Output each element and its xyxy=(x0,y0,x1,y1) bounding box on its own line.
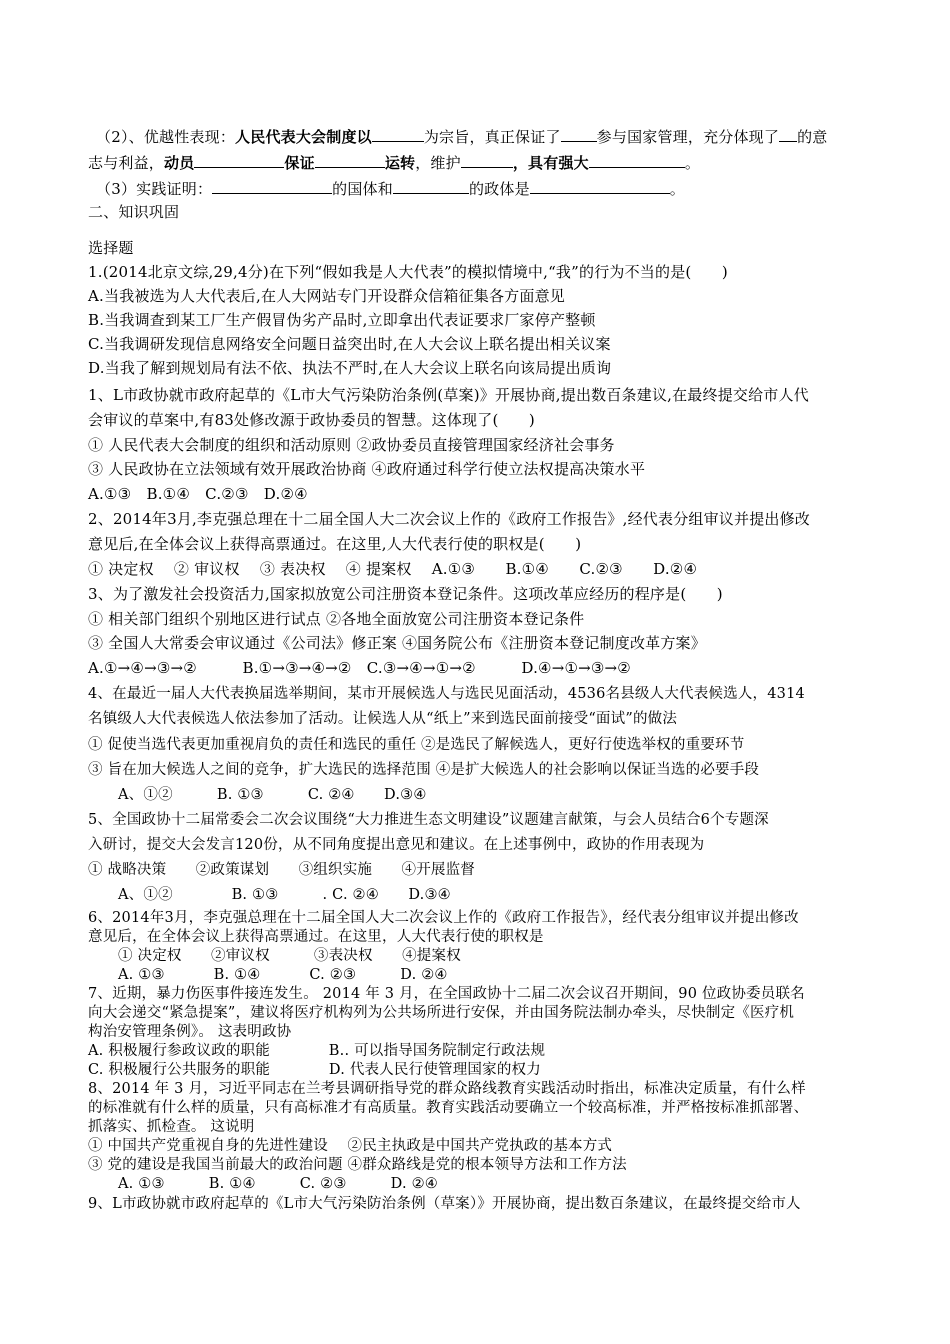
question-line: A.①→④→③→② B.①→③→④→② C.③→④→①→② D.④→①→③→② xyxy=(88,659,631,677)
question-line: 名镇级人大代表候选人依法参加了活动。让候选人从“纸上”来到选民面前接受“面试”的做法 xyxy=(88,711,678,727)
question-line: 9、L市政协就市政府起草的《L市大气污染防治条例（草案）》开展协商，提出数百条建议，在最终提交给市人 xyxy=(88,1196,801,1212)
question-line: A.①③ B.①④ C.②③ D.②④ xyxy=(88,485,308,503)
question-line: 1、L市政协就市政府起草的《L市大气污染防治条例(草案)》开展协商,提出数百条建议,在最终提交给市人代 xyxy=(88,386,809,404)
question-line: A. 积极履行参政议政的职能 B.. 可以指导国务院制定行政法规 xyxy=(88,1043,546,1059)
blank xyxy=(530,178,670,194)
question-line: A、①② B. ①③ . C. ②④ D.③④ xyxy=(118,887,451,903)
blank xyxy=(393,178,469,194)
blank xyxy=(212,178,332,194)
question-line: 4、在最近一届人大代表换届选举期间，某市开展候选人与选民见面活动，4536名县级人大代表候选人，4314 xyxy=(88,686,805,702)
blank xyxy=(315,152,385,168)
item-3-line: （3）实践证明： 的国体和 的政体是 。 xyxy=(96,180,685,198)
question-line: ① 相关部门组织个别地区进行试点 ②各地全面放宽公司注册资本登记条件 xyxy=(88,610,585,628)
question-line: 抓落实、抓检查。 这说明 xyxy=(88,1119,255,1135)
question-line: C. 积极履行公共服务的职能 D. 代表人民行使管理国家的权力 xyxy=(88,1062,541,1078)
question-line: ① 决定权 ②审议权 ③表决权 ④提案权 xyxy=(118,948,461,964)
question-line: 向大会递交“紧急提案”，建议将医疗机构列为公共场所进行安保，并由国务院法制办牵头，尽快制定《医疗机 xyxy=(88,1005,795,1021)
question-line: A.当我被选为人大代表后,在人大网站专门开设群众信箱征集各方面意见 xyxy=(88,287,565,305)
item-2-line-2: 志与利益，动员 保证 运转，维护 ，具有强大 。 xyxy=(88,154,701,172)
question-line: ① 战略决策 ②政策谋划 ③组织实施 ④开展监督 xyxy=(88,862,476,878)
section-heading: 二、知识巩固 xyxy=(88,203,180,221)
question-line: 5、全国政协十二届常委会二次会议围绕“大力推进生态文明建设”议题建言献策，与会人员结合6个专题深 xyxy=(88,812,769,828)
question-line: 6、2014年3月，李克强总理在十二届全国人大二次会议上作的《政府工作报告》，经代表分组审议并提出修改 xyxy=(88,910,799,926)
question-line: B.当我调查到某工厂生产假冒伪劣产品时,立即拿出代表证要求厂家停产整顿 xyxy=(88,311,596,329)
question-line: 2、2014年3月,李克强总理在十二届全国人大二次会议上作的《政府工作报告》,经代表分组审议并提出修改 xyxy=(88,510,811,528)
question-line: 7、近期，暴力伤医事件接连发生。 2014 年 3 月，在全国政协十二届二次会议召开期间，90 位政协委员联名 xyxy=(88,986,805,1002)
question-line: 入研讨，提交大会发言120份，从不同角度提出意见和建议。在上述事例中，政协的作用表现为 xyxy=(88,837,705,853)
question-line: D.当我了解到规划局有法不依、执法不严时,在人大会议上联名向该局提出质询 xyxy=(88,359,612,377)
question-line: 3、为了激发社会投资活力,国家拟放宽公司注册资本登记条件。这项改革应经历的程序是( ) xyxy=(88,585,723,603)
question-line: ③ 人民政协在立法领域有效开展政治协商 ④政府通过科学行使立法权提高决策水平 xyxy=(88,460,646,478)
blank xyxy=(461,152,513,168)
question-line: A. ①③ B. ①④ C. ②③ D. ②④ xyxy=(118,967,448,983)
question-line: C.当我调研发现信息网络安全问题日益突出时,在人大会议上联名提出相关议案 xyxy=(88,335,611,353)
question-line: 构治安管理条例》。 这表明政协 xyxy=(88,1024,292,1040)
blank xyxy=(589,152,685,168)
question-line: 意见后，在全体会议上获得高票通过。在这里，人大代表行使的职权是 xyxy=(88,929,544,945)
question-line: 意见后,在全体会议上获得高票通过。在这里,人大代表行使的职权是( ) xyxy=(88,535,582,553)
blank xyxy=(372,126,424,142)
question-line: ① 人民代表大会制度的组织和活动原则 ②政协委员直接管理国家经济社会事务 xyxy=(88,436,615,454)
question-line: 会审议的草案中,有83处修改源于政协委员的智慧。这体现了( ) xyxy=(88,411,535,429)
subsection-heading: 选择题 xyxy=(88,239,134,257)
item-2-line-1: （2）、优越性表现：人民代表大会制度以 为宗旨，真正保证了 参与国家管理，充分体现了 的意 xyxy=(96,128,828,146)
question-line: ① 决定权 ② 审议权 ③ 表决权 ④ 提案权 A.①③ B.①④ C.②③ D.②④ xyxy=(88,560,698,578)
item-label: （2）、优越性表现： xyxy=(96,128,236,146)
question-line: ③ 全国人大常委会审议通过《公司法》修正案 ④国务院公布《注册资本登记制度改革方案》 xyxy=(88,634,706,652)
question-line: ① 促使当选代表更加重视肩负的责任和选民的重任 ②是选民了解候选人，更好行使选举权的重要环节 xyxy=(88,737,745,753)
blank xyxy=(194,152,284,168)
question-line: 的标准就有什么样的质量，只有高标准才有高质量。教育实践活动要确立一个较高标准，并严格按标准抓部署、 xyxy=(88,1100,809,1116)
question-line: A. ①③ B. ①④ C. ②③ D. ②④ xyxy=(118,1176,438,1192)
question-line: ③ 党的建设是我国当前最大的政治问题 ④群众路线是党的根本领导方法和工作方法 xyxy=(88,1157,627,1173)
question-line: 1.(2014北京文综,29,4分)在下列“假如我是人大代表”的模拟情境中,“我”的行为不当的是( ) xyxy=(88,263,728,281)
question-line: A、①② B. ①③ C. ②④ D.③④ xyxy=(118,787,427,803)
question-line: 8、2014 年 3 月，习近平同志在兰考县调研指导党的群众路线教育实践活动时指出，标准决定质量，有什么样 xyxy=(88,1081,806,1097)
item-label: （3）实践证明： xyxy=(96,180,213,198)
blank xyxy=(561,126,597,142)
blank xyxy=(779,126,797,142)
question-line: ③ 旨在加大候选人之间的竞争，扩大选民的选择范围 ④是扩大候选人的社会影响以保证当选的必要手段 xyxy=(88,762,760,778)
question-line: ① 中国共产党重视自身的先进性建设 ②民主执政是中国共产党执政的基本方式 xyxy=(88,1138,613,1154)
